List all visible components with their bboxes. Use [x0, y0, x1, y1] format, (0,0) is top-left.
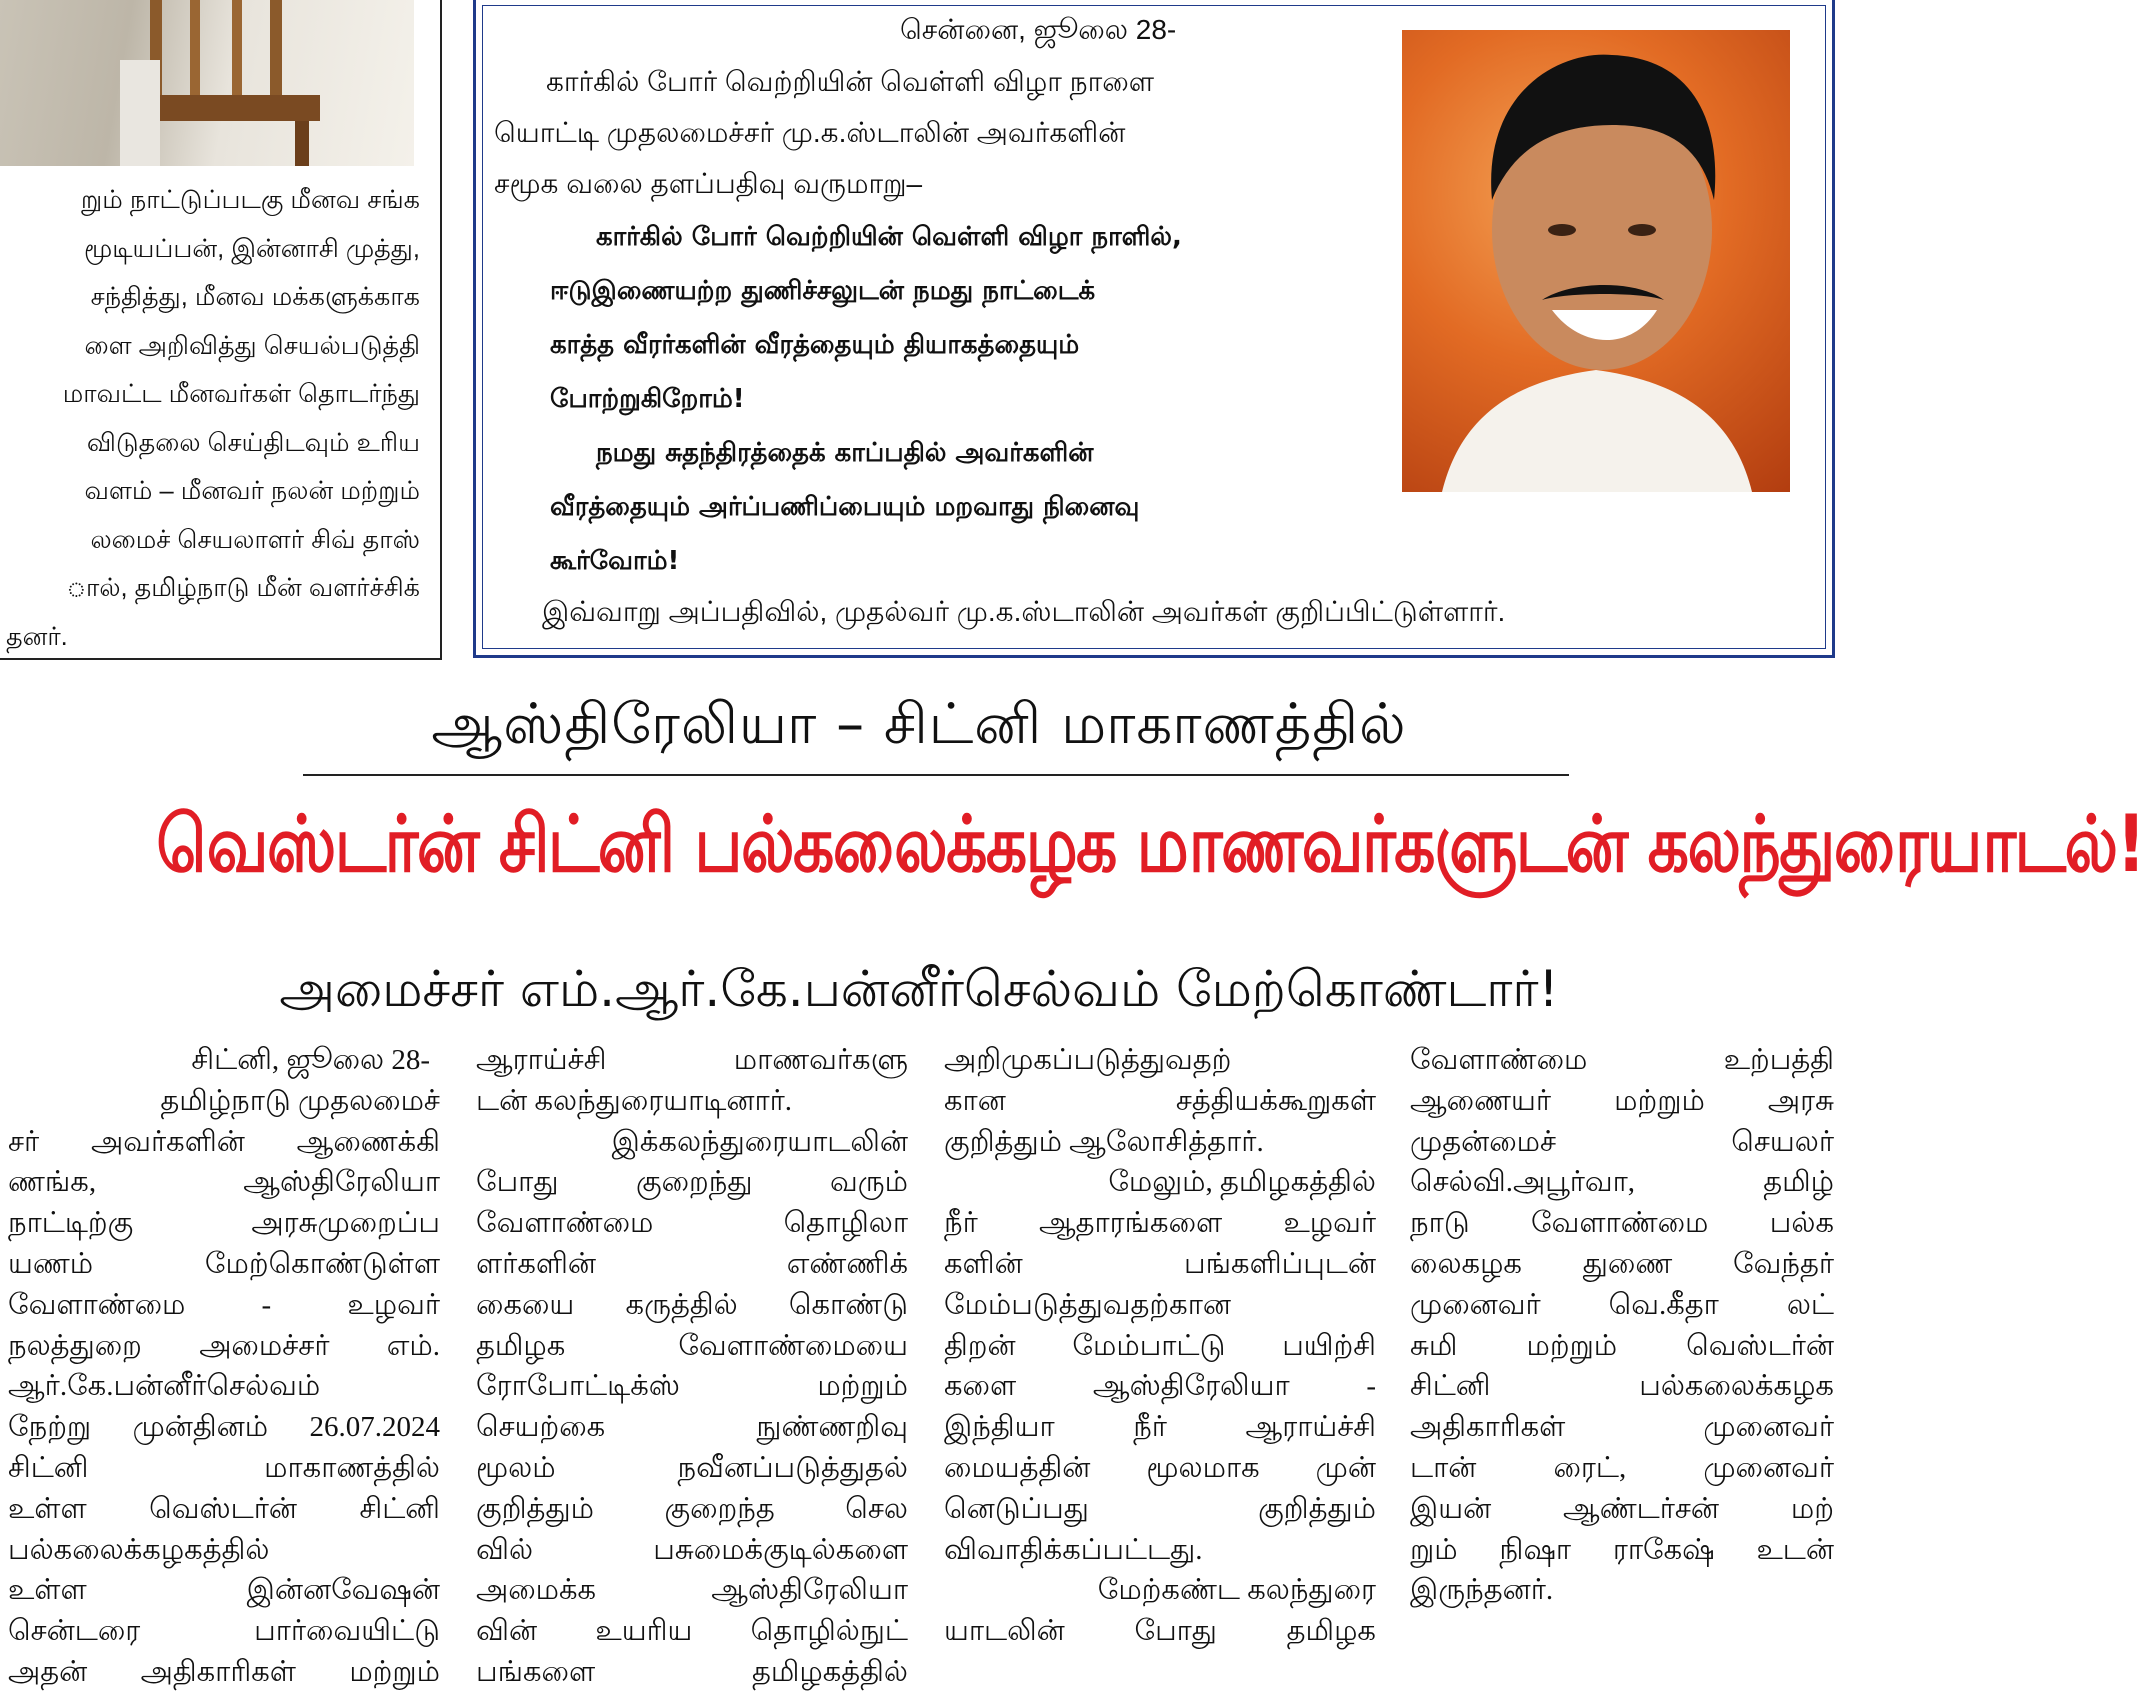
article-line: இயன் ஆண்டர்சன் மற் [1410, 1492, 1834, 1525]
article-line: பல்கலைக்கழகத்தில் [8, 1533, 270, 1566]
article-line: குறித்தும் ஆலோசித்தார். [944, 1125, 1264, 1158]
article-line: சர் அவர்களின் ஆணைக்கி [8, 1125, 440, 1158]
article-line: னெடுப்பது குறித்தும் [944, 1492, 1376, 1525]
left-column-line: சந்தித்து, மீனவ மக்களுக்காக [90, 283, 420, 311]
statement-quote-line: காத்த வீரர்களின் வீரத்தையும் தியாகத்தையும் [550, 330, 1080, 360]
article-column-1 [8, 1040, 440, 1693]
chair-photo-detail [120, 0, 330, 166]
article-headline: வெஸ்டர்ன் சிட்னி பல்கலைக்கழக மாணவர்களுடன் கலந்துரையாடல்! [156, 800, 2144, 890]
statement-quote-line: போற்றுகிறோம்! [550, 384, 745, 414]
article-column-2 [476, 1040, 908, 1693]
left-column-line: விடுதலை செய்திடவும் உரிய [86, 428, 420, 457]
portrait-illustration [1402, 30, 1790, 492]
article-line: இந்தியா நீர் ஆராய்ச்சி [944, 1411, 1376, 1444]
article-line: செல்வி.அபூர்வா, தமிழ் [1410, 1166, 1834, 1199]
article-line: கான சத்தியக்கூறுகள் [944, 1084, 1376, 1117]
article-line: மேலும், தமிழகத்தில் [1108, 1166, 1376, 1199]
article-line: சிட்னி பல்கலைக்கழக [1410, 1370, 1834, 1403]
article-line: முதன்மைச் செயலர் [1410, 1125, 1834, 1158]
article-line: திறன் மேம்பாட்டு பயிற்சி [944, 1329, 1376, 1362]
left-column-line: தனர். [6, 622, 68, 651]
statement-dateline: சென்னை, ஜூலை 28- [900, 14, 1177, 45]
statement-quote-line: வீரத்தையும் அர்ப்பணிப்பையும் மறவாது நினைவு [550, 492, 1140, 522]
article-column-3 [944, 1040, 1376, 1652]
article-line: குறித்தும் குறைந்த செல [476, 1492, 908, 1525]
article-line: நலத்துறை அமைச்சர் எம். [8, 1329, 440, 1362]
left-column-line: மாவட்ட மீனவர்கள் தொடர்ந்து [62, 380, 420, 408]
article-line: அதிகாரிகள் முனைவர் [1410, 1411, 1834, 1444]
article-line: களை ஆஸ்திரேலியா - [944, 1370, 1376, 1403]
article-line: வின் உயரிய தொழில்நுட் [476, 1615, 908, 1648]
article-line: செயற்கை நுண்ணறிவு [476, 1411, 908, 1444]
left-column-text [0, 176, 420, 661]
statement-quote-line: கார்கில் போர் வெற்றியின் வெள்ளி விழா நாளில், [596, 222, 1182, 252]
article-line: வில் பசுமைக்குடில்களை [476, 1533, 908, 1566]
article-line: மையத்தின் மூலமாக முன் [944, 1451, 1376, 1484]
article-line: வேளாண்மை தொழிலா [476, 1207, 908, 1240]
statement-intro-line: சமூக வலை தளப்பதிவு வருமாறு– [494, 168, 923, 199]
left-column-line: லமைச் செயலாளர் சிவ் தாஸ் [90, 525, 420, 554]
article-line: சிட்னி, ஜூலை 28- [191, 1044, 430, 1076]
article-line: களின் பங்களிப்புடன் [944, 1247, 1376, 1280]
article-line: வேளாண்மை - உழவர் [8, 1288, 440, 1321]
article-line: ஆராய்ச்சி மாணவர்களு [476, 1044, 908, 1076]
article-line: ளர்களின் எண்ணிக் [476, 1247, 908, 1280]
article-line: அதன் அதிகாரிகள் மற்றும் [8, 1655, 440, 1688]
article-line: கையை கருத்தில் கொண்டு [476, 1288, 908, 1321]
article-line: போது குறைந்து வரும் [476, 1166, 908, 1199]
article-line: உள்ள வெஸ்டர்ன் சிட்னி [8, 1492, 440, 1525]
article-line: ஆணையர் மற்றும் அரசு [1410, 1084, 1834, 1117]
left-column-line: ளை அறிவித்து செயல்படுத்தி [84, 331, 420, 360]
article-line: ணங்க, ஆஸ்திரேலியா [8, 1166, 440, 1199]
statement-quote-line: நமது சுதந்திரத்தைக் காப்பதில் அவர்களின் [596, 438, 1094, 468]
left-column-line: றும் நாட்டுப்படகு மீனவ சங்க [80, 186, 420, 214]
article-line: ரோபோட்டிக்ஸ் மற்றும் [476, 1370, 908, 1403]
left-photo [0, 0, 414, 166]
article-line: தமிழக வேளாண்மையை [476, 1329, 908, 1362]
article-line: இக்கலந்துரையாடலின் [611, 1125, 908, 1158]
article-line: லைகழக துணை வேந்தர் [1410, 1247, 1834, 1280]
article-line: பங்களை தமிழகத்தில் [476, 1655, 908, 1688]
article-line: மேற்கண்ட கலந்துரை [1097, 1574, 1376, 1607]
article-line: அறிமுகப்படுத்துவதற் [944, 1044, 1232, 1076]
article-line: மூலம் நவீனப்படுத்துதல் [476, 1451, 908, 1484]
article-line: அமைக்க ஆஸ்திரேலியா [476, 1574, 908, 1607]
left-column-line: ால், தமிழ்நாடு மீன் வளர்ச்சிக் [66, 574, 420, 602]
left-column-line: வளம் – மீனவர் நலன் மற்றும் [84, 477, 420, 505]
article-line: வேளாண்மை உற்பத்தி [1410, 1044, 1834, 1076]
left-column-line: மூடியப்பன், இன்னாசி முத்து, [83, 234, 420, 263]
article-line: நாடு வேளாண்மை பல்க [1410, 1207, 1834, 1240]
article-line: சென்டரை பார்வையிட்டு [8, 1615, 440, 1648]
article-line: யணம் மேற்கொண்டுள்ள [8, 1247, 440, 1280]
article-line: ஆர்.கே.பன்னீர்செல்வம் [8, 1370, 321, 1403]
statement-intro-line: கார்கில் போர் வெற்றியின் வெள்ளி விழா நாளை [546, 66, 1155, 97]
article-line: இருந்தனர். [1410, 1574, 1554, 1607]
article-line: டன் கலந்துரையாடினார். [476, 1084, 793, 1117]
article-line: யாடலின் போது தமிழக [944, 1615, 1376, 1648]
statement-quote-line: ஈடுஇணையற்ற துணிச்சலுடன் நமது நாட்டைக் [550, 276, 1096, 306]
article-line: சுமி மற்றும் வெஸ்டர்ன் [1410, 1329, 1834, 1362]
article-column-4 [1410, 1040, 1834, 1611]
article-line: விவாதிக்கப்பட்டது. [944, 1533, 1203, 1566]
article-line: சிட்னி மாகாணத்தில் [8, 1451, 440, 1484]
article-line: றும் நிஷா ராகேஷ் உடன் [1410, 1533, 1834, 1566]
article-line: நாட்டிற்கு அரசுமுறைப்ப [8, 1207, 440, 1240]
statement-intro-line: யொட்டி முதலமைச்சர் மு.க.ஸ்டாலின் அவர்களின் [494, 117, 1126, 148]
article-subhead: அமைச்சர் எம்.ஆர்.கே.பன்னீர்செல்வம் மேற்கொண்டார்! [279, 960, 1559, 1018]
article-line: நீர் ஆதாரங்களை உழவர் [944, 1207, 1376, 1240]
article-line: தமிழ்நாடு முதலமைச் [160, 1084, 440, 1117]
chief-minister-portrait [1402, 30, 1790, 492]
article-line: டான் ரைட், முனைவர் [1410, 1451, 1834, 1484]
kicker-underline [303, 774, 1569, 776]
article-line: மேம்படுத்துவதற்கான [944, 1288, 1231, 1321]
article-kicker: ஆஸ்திரேலியா – சிட்னி மாகாணத்தில் [431, 692, 1407, 757]
article-line: நேற்று முன்தினம் 26.07.2024 [8, 1411, 440, 1444]
statement-closing: இவ்வாறு அப்பதிவில், முதல்வர் மு.க.ஸ்டாலின் அவர்கள் குறிப்பிட்டுள்ளார். [542, 596, 1506, 627]
article-line: முனைவர் வெ.கீதா லட் [1410, 1288, 1834, 1321]
article-line: உள்ள இன்னவேஷன் [8, 1574, 440, 1607]
statement-quote-line: கூர்வோம்! [550, 546, 680, 576]
